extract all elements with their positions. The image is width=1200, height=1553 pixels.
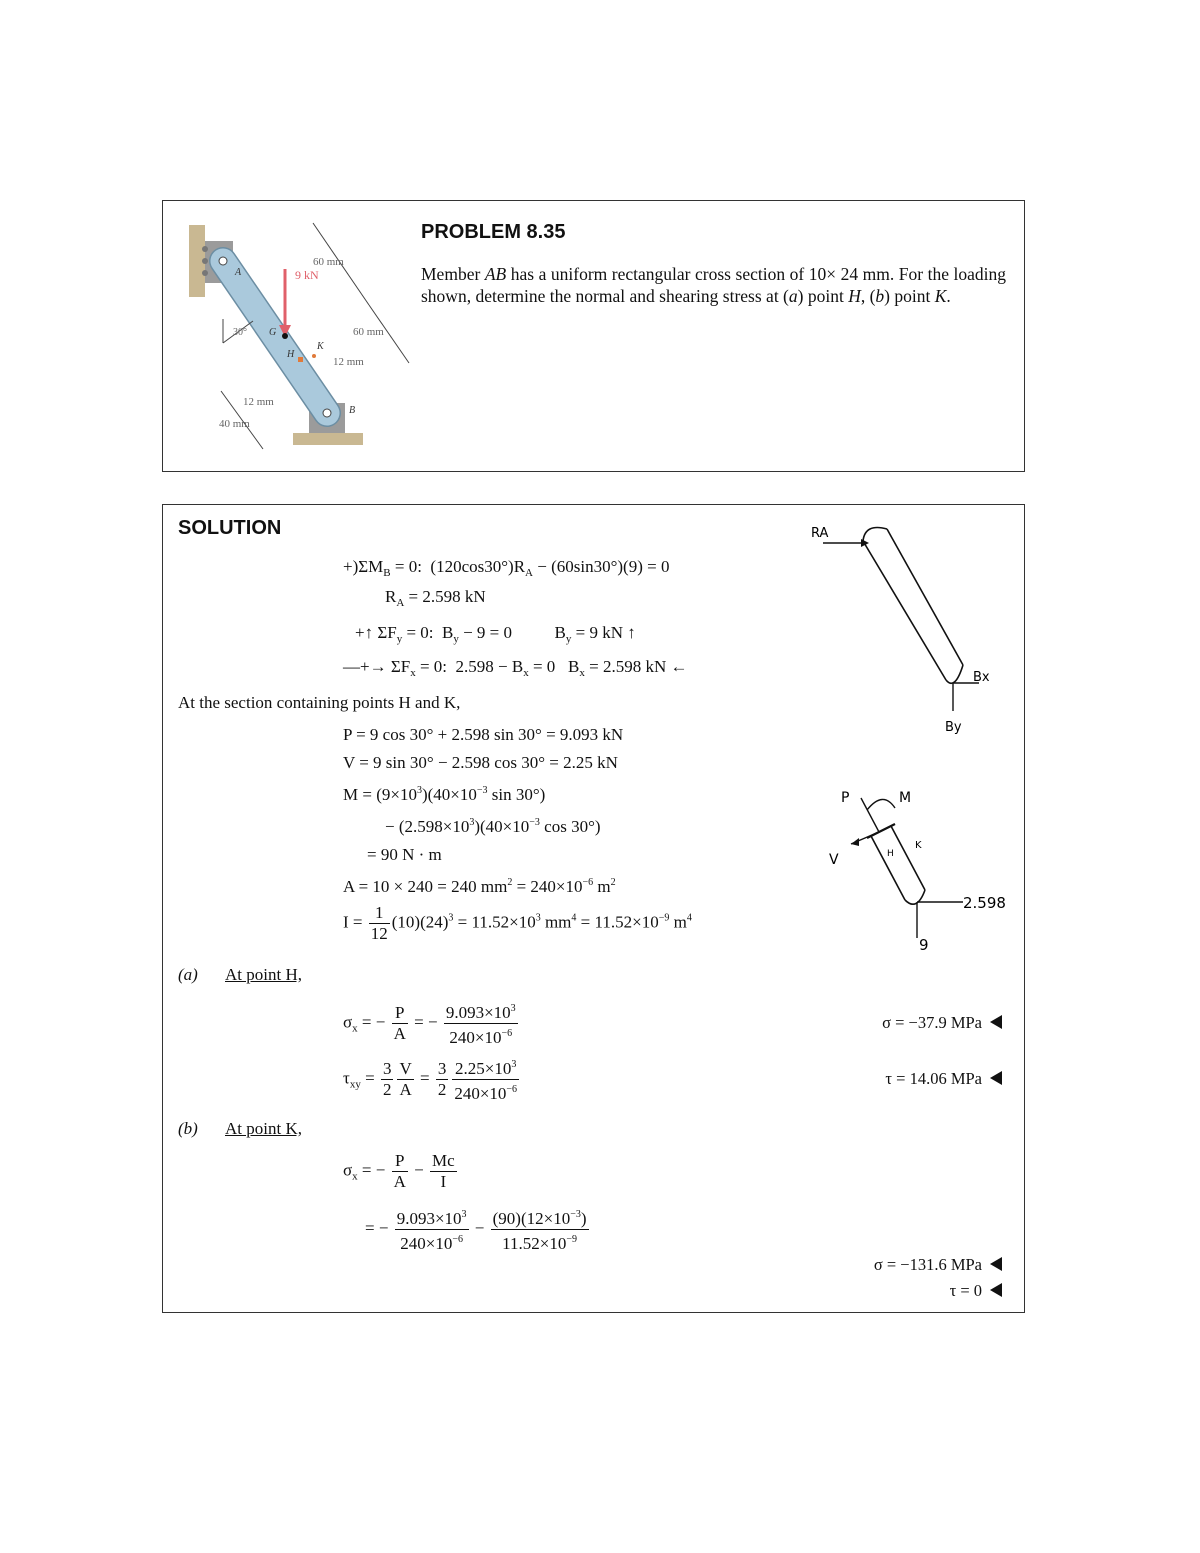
m-label: M: [899, 790, 912, 806]
horizontal-reaction-label: 2.598: [963, 894, 1006, 912]
part-b-label: (b): [178, 1119, 198, 1138]
solution-title: SOLUTION: [178, 517, 282, 539]
v-label: V: [829, 852, 839, 868]
p-arrow: [861, 798, 879, 832]
eq-fx: —+→ $\Sigma F_x = 0$: $2.598 - B_x = 0$ $B_x = 2.598$ kN ←: [343, 657, 688, 679]
eq-ra: $R_A = 2.598$ kN: [385, 587, 486, 609]
eq-moment: $+)\Sigma M_B = 0$: $(120\cos 30^\circ)R_A - (60\sin 30^\circ)(9) = 0$: [343, 557, 670, 579]
eq-m3: = 90 N · m: [367, 845, 442, 864]
answer-tau-h: τ = 14.06 MPa: [885, 1069, 1002, 1089]
dim-40: 40 mm: [219, 418, 250, 430]
eq-sigma-h: $\sigma_x$ = − $\frac{P}{A}$ = − $\frac{9.093\times 10^3}{240\times 10^{-6}}$: [343, 999, 520, 1048]
ra-label: RA: [811, 526, 829, 541]
eq-sigma-k1: $\sigma_x$ = − $\frac{P}{A}$ − $\frac{Mc}{I}$: [343, 1151, 455, 1191]
label-h: H: [287, 349, 295, 360]
point-h-marker: [298, 357, 303, 362]
dim-12-left: 12 mm: [243, 396, 274, 408]
eq-p: P = 9 cos 30° + 2.598 sin 30° = 9.093 kN: [343, 725, 624, 744]
bx-label: Bx: [973, 670, 990, 685]
eq-tau-h: $\tau_{xy}$ = $\frac{3}{2}$ $\frac{V}{A}$ = $\frac{3}{2}$ $\frac{2.25\times 10^3}{240\times 10^{-6}}$: [343, 1055, 521, 1104]
vertical-reaction-label: 9: [919, 936, 929, 954]
k-label: K: [915, 840, 922, 851]
p-label: P: [841, 790, 850, 806]
dim-60-mid: 60 mm: [353, 326, 384, 338]
m-arrow: [867, 799, 895, 810]
eq-fy: +↑ $\Sigma F_y = 0$: $B_y - 9 = 0$ $B_y = 9$ kN ↑: [355, 623, 636, 645]
ground-support: [293, 433, 363, 445]
solution-box: [162, 504, 1025, 1313]
part-a-label: (a): [178, 965, 198, 984]
eq-m2: − $(2.598\times 10^3)(40\times 10^{-3}$ cos 30°): [385, 817, 601, 836]
by-label: By: [945, 720, 962, 735]
answer-sigma-k: σ = −131.6 MPa: [874, 1255, 1002, 1275]
section-outline-right: [891, 826, 925, 890]
dim-12-right: 12 mm: [333, 356, 364, 368]
part-a-title: At point H,: [225, 965, 302, 984]
label-k: K: [317, 341, 324, 352]
angle-label: 30°: [233, 327, 247, 338]
section-intro: At the section containing points H and K,: [178, 693, 461, 712]
answer-sigma-h: σ = −37.9 MPa: [882, 1013, 1002, 1033]
fbd-section-sketch: [813, 780, 1023, 980]
point-k-marker: [312, 354, 316, 358]
dim-60-top: 60 mm: [313, 256, 344, 268]
h-label: H: [887, 849, 894, 859]
problem-title: PROBLEM 8.35: [421, 221, 566, 243]
problem-figure: [183, 219, 423, 459]
eq-v: V = 9 sin 30° − 2.598 cos 30° = 2.25 kN: [343, 753, 618, 772]
eq-area: A = 10 × 240 = 240 $mm^2 = 240\times 10^{-6}$ $m^2$: [343, 877, 616, 896]
label-a: A: [235, 267, 242, 278]
problem-statement: Member AB has a uniform rectangular cross section of 10× 24 mm. For the loading shown, determine the normal and shearing stress at (a) point H, (b) point K.: [421, 264, 1006, 306]
part-b-title: At point K,: [225, 1119, 302, 1138]
eq-inertia: I = $\frac{1}{12}$ $(10)(24)^3 = 11.52\times 10^3$ $mm^4 = 11.52\times 10^{-9}$ $m^4$: [343, 903, 692, 943]
problem-box: [162, 200, 1025, 472]
label-g: G: [269, 327, 277, 338]
fbd-member-sketch: [803, 515, 1013, 755]
label-b: B: [349, 405, 356, 416]
eq-sigma-k2: = − $\frac{9.093\times 10^3}{240\times 10^{-6}}$ − $\frac{(90)(12\times 10^{-3})}{11.52\times 10^{-9}}$: [365, 1205, 591, 1254]
section-outline-left: [871, 836, 905, 900]
eq-m1: $M = (9\times 10^3)(40\times 10^{-3}$ sin 30°): [343, 785, 546, 804]
load-label: 9 kN: [295, 268, 319, 282]
answer-tau-k: τ = 0: [950, 1281, 1002, 1301]
